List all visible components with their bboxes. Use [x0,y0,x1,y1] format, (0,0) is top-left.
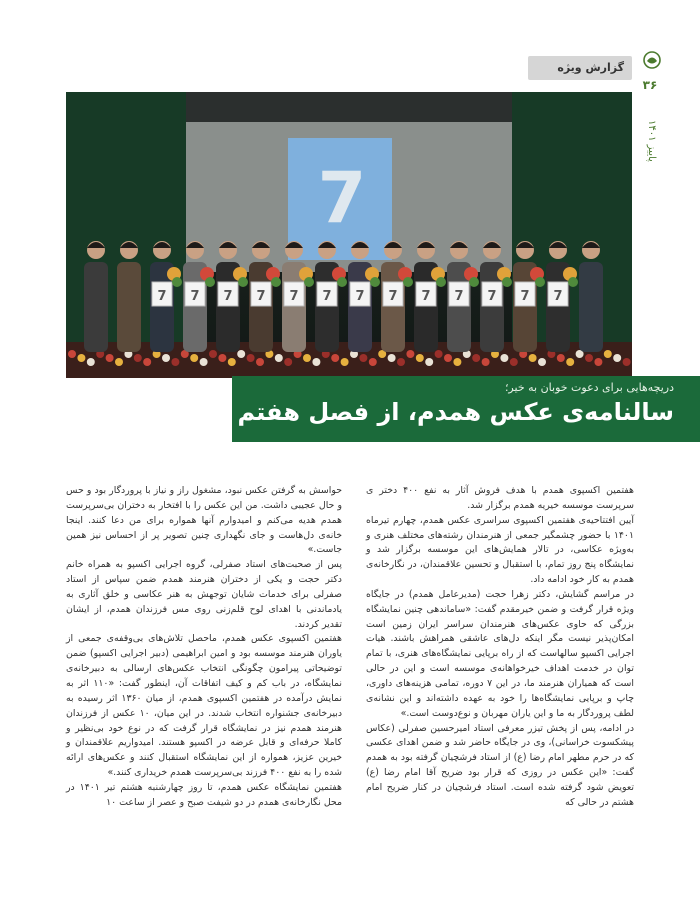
magazine-logo-icon [642,50,662,70]
svg-text:7: 7 [553,289,563,304]
flower [171,358,179,366]
flower [510,358,518,366]
paragraph: هفتمین اکسپوی همدم با هدف فروش آثار به نفع ۴۰۰ دختر ی سرپرست موسسه خیریه همدم برگزار شد. [366,485,634,511]
flower [134,354,142,362]
flower [228,358,236,366]
flower [444,354,452,362]
article-column-right [366,484,634,811]
flower [143,358,151,366]
flower [388,354,396,362]
stage-banner-number: 7 [317,157,367,239]
flower [406,350,414,358]
flower [416,354,424,362]
svg-text:7: 7 [256,289,266,304]
flower [247,354,255,362]
article-kicker: دریچه‌هایی برای دعوت خوبان به خیر؛ [504,381,674,394]
flower [566,358,574,366]
paragraph: حواسش به گرفتن عکس نبود، مشغول راز و نیاز با پروردگار بود و حس و حال عجیبی داشت. من این عکس را با افتخار به دختران بی‌سرپرست همدم هدیه می‌کنم و امیدوارم آنها همواره برای من دعا کنند. اینجا خانه‌ی دل‌هاست و جای نگهداری چنین تصویر پر از احساس نیز همین جاست.» [66,485,342,556]
flower [585,354,593,362]
svg-text:7: 7 [223,289,233,304]
flower [209,350,217,358]
article-title: سالنامه‌ی عکس همدم، از فصل هفتم گذشت... [124,398,674,426]
flower [237,350,245,358]
flower [613,354,621,362]
paragraph: هفتمین نمایشگاه عکس همدم، تا روز چهارشنبه هشتم تیر ۱۴۰۱ در محل نگارخانه‌ی همدم در دو شیفت صبح و عصر از ساعت ۱۰ [66,781,342,808]
flower [435,350,443,358]
paragraph: در ادامه، پس از پخش تیزر معرفی استاد امیرحسین صفرلی (عکاس پیشکسوت خراسانی)، وی در جایگاه حاضر شد و ضمن اهدای عکسی که در حرم مطهر امام رضا (ع) از استاد فرشچیان گرفته بود به همدم گفت: «این عکس در روزی که قرار بود ضریح آقا امام رضا (ع) تعویض شود گرفته شده است. استاد فرشچیان در کنار ضریح امام هشتم در حالی که [366,722,634,808]
flower [87,358,95,366]
svg-text:7: 7 [454,289,464,304]
flower [106,354,114,362]
flower [453,358,461,366]
flower [331,354,339,362]
svg-text:7: 7 [421,289,431,304]
flower [115,358,123,366]
flower [369,358,377,366]
paragraph: پس از صحبت‌های استاد صفرلی، گروه اجرایی اکسپو به همراه خانم دکتر حجت و یکی از دختران هنرمند همدم ضمن سپاس از استاد صفرلی برای خدمات شایان توجهش به هنر عکاسی و خلق آثاری به یادماندنی با اهدای لوح قلم‌زنی روی مس فرزندان همدم، از ایشان تقدیر کردند. [66,559,342,630]
flower [77,354,85,362]
flower [303,354,311,362]
flower [359,354,367,362]
flower [557,354,565,362]
flower [594,358,602,366]
flower [200,358,208,366]
flower [623,358,631,366]
flower [341,358,349,366]
flower [256,358,264,366]
svg-text:7: 7 [520,289,530,304]
flower [284,358,292,366]
svg-text:7: 7 [289,289,299,304]
paragraph: هفتمین اکسپوی عکس همدم، ماحصل تلاش‌های بی‌وقفه‌ی جمعی از یاوران هنرمند موسسه بود و امین ابراهیمی (دبیر اجرایی اکسپو) ضمن توضیحاتی پیرامون چگونگی انتخاب عکس‌های ارسالی به دبیرخانه‌ی نمایشگاه، در باب کم و کیف اتفاقات آن، اینطور گفت: «۱۱۰ اثر به نمایش درآمده در هفتمین اکسپوی همدم، از میان ۱۳۶۰ اثر رسیده به دبیرخانه‌ی جشنواره انتخاب شدند. در این میان، ۱۰ عکس از فرزندان هنرمند همدم نیز در نمایشگاه قرار گرفت که در نوع خود بی‌نظیر و کاملا حرفه‌ای و قابل عرضه در اکسپو هستند. امیدواریم علاقمندان و خیرین عزیز، همواره از این نمایشگاه استقبال کنند و عکس‌های ارائه شده را به نفع ۴۰۰ فرزند بی‌سرپرست همدم خریداری کنند.» [66,633,342,779]
svg-text:7: 7 [388,289,398,304]
flower [425,358,433,366]
flower [482,358,490,366]
paragraph: آیین افتتاحیه‌ی هفتمین اکسپوی سراسری عکس همدم، چهارم تیرماه ۱۴۰۱ با حضور چشمگیر جمعی از هنرمندان رشته‌های مختلف هنری و به‌ویژه عکاسی، در تالار همایش‌های این موسسه برگزار شد و نمایشگاه پنج روز تمام، با استقبال و تحسین علاقمندان، در نگارخانه‌ی همدم به کار خود ادامه داد. [366,514,634,586]
flower [190,354,198,362]
svg-text:7: 7 [355,289,365,304]
event-photo [66,92,632,378]
group-photo-illustration [66,92,632,378]
flower [397,358,405,366]
flower [500,354,508,362]
article-column-left [66,484,342,811]
issue-label: پاییز ۱۴۰۱ [646,120,657,162]
svg-text:7: 7 [190,289,200,304]
section-label: گزارش ویژه [557,61,624,74]
flower [604,350,612,358]
page-number: ۳۶ [642,78,658,92]
flower [312,358,320,366]
svg-text:7: 7 [322,289,332,304]
flower [472,354,480,362]
flower [68,350,76,358]
flower [275,354,283,362]
svg-text:7: 7 [157,289,167,304]
flower [538,358,546,366]
flower [218,354,226,362]
flower [162,354,170,362]
svg-text:7: 7 [487,289,497,304]
flower [529,354,537,362]
paragraph: در مراسم گشایش، دکتر زهرا حجت (مدیرعامل همدم) در جایگاه ویژه قرار گرفت و ضمن خیرمقدم گفت: «ساماندهی چنین نمایشگاه بزرگی که حاوی عکس‌های هنرمندان سراسر ایران زمین است امکان‌پذیر نیست مگر اینکه دل‌های عاشقی همراهش باشند. هیات اجرایی اکسپو سالهاست که از راه برپایی نمایشگاه‌های هنری، با تمام توان در خدمت اهداف خیرخواهانه‌ی موسسه است و این در حالی است که همیاران هنرمند ما، در این ۷ دوره، تمامی هزینه‌های داوری، چاپ و برپایی نمایشگاه‌ها را خود به عهده داشته‌اند و این نشانه‌ی لطف پروردگار به ما و این یاران مهربان و نوع‌دوست است.» [366,588,634,719]
